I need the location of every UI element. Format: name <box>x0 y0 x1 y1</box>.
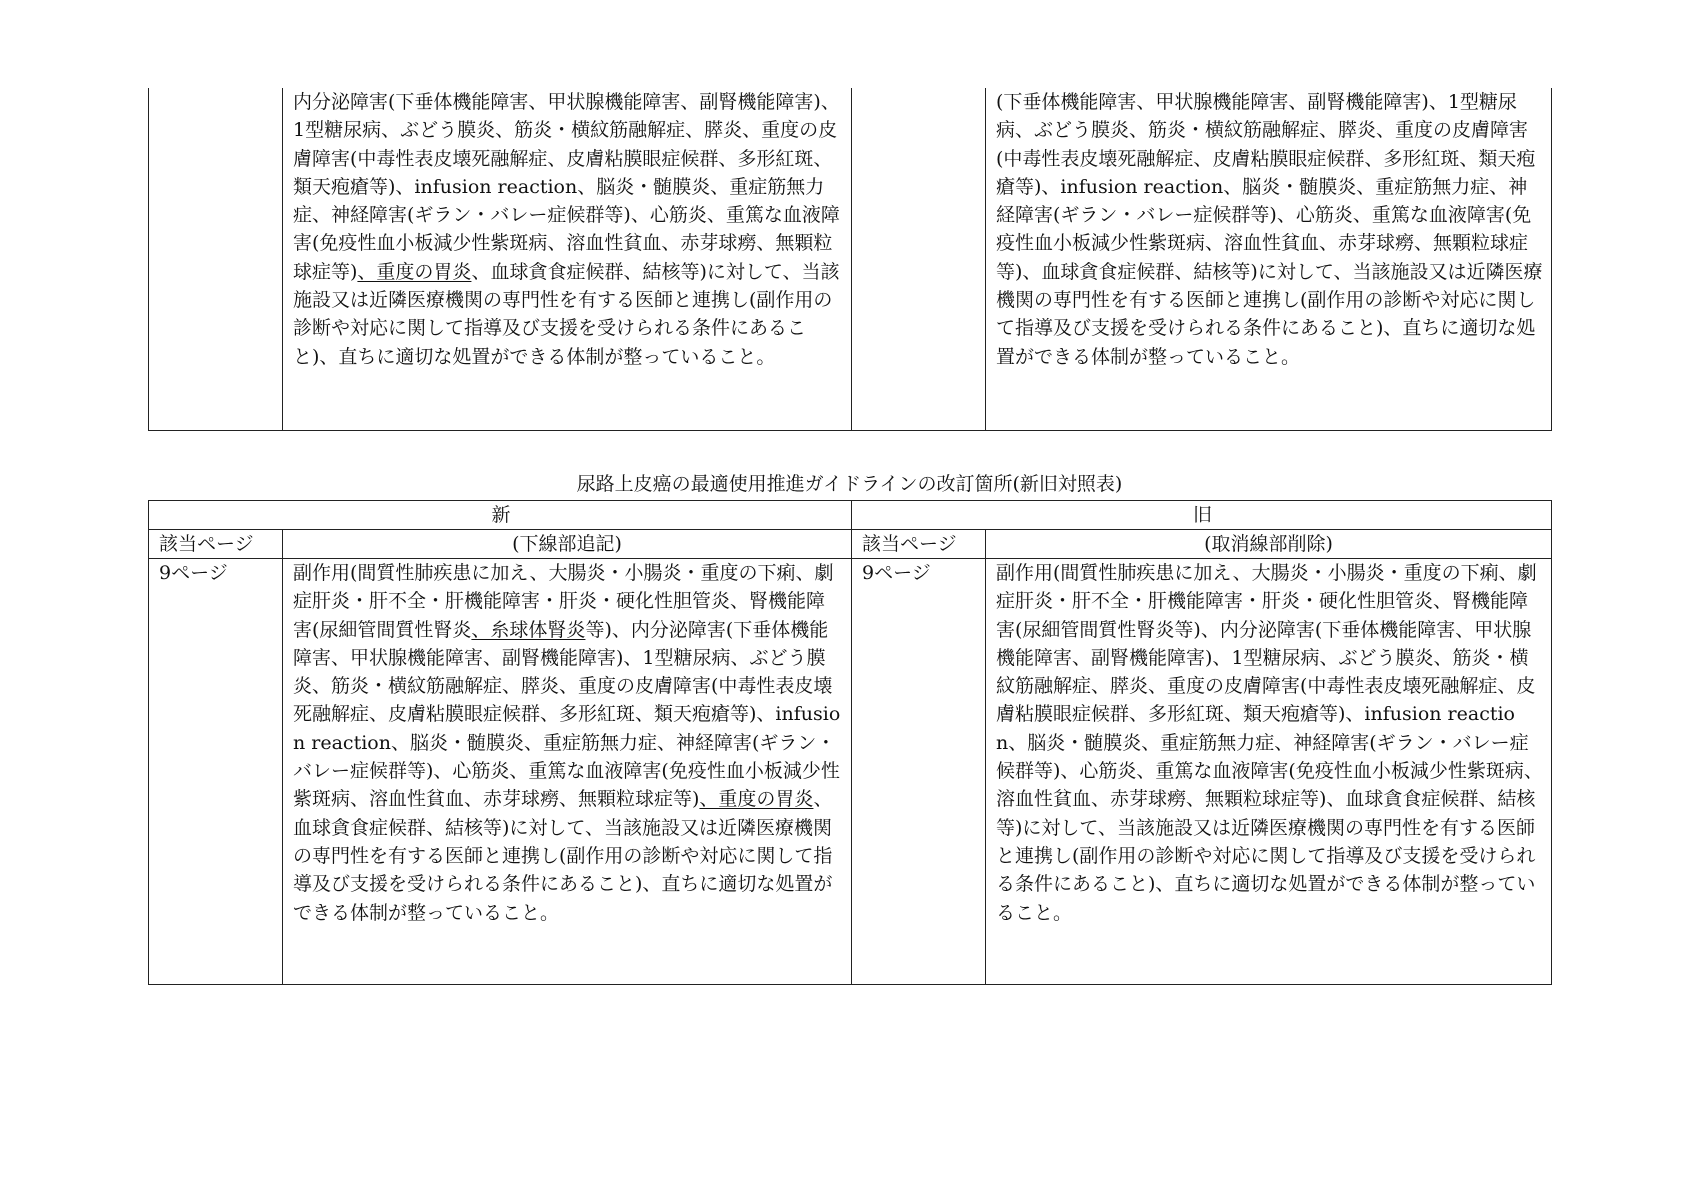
new-text-c: 、血球貪食症候群、結核等)に対して、当該施設又は近隣医療機関の専門性を有する医師と連携し(副作用の診断や対応に関して指導及び支援を受けられる条件にあること)、直ちに適切な処置ができる体制が整っていること。 <box>293 788 833 924</box>
new-text-a: 副作用(間質性肺疾患に加え、大腸炎・小腸炎・重度の下痢、劇症肝炎・肝不全・肝機能障害・肝炎・硬化性胆管炎、腎機能障害(尿細管間質性腎炎 <box>293 562 834 641</box>
continuation-new-text-end: 、血球貪食症候群、結核等)に対して、当該施設又は近隣医療機関の専門性を有する医師と連携し(副作用の診断や対応に関して指導及び支援を受けられる条件にあること)、直ちに適切な処置ができる体制が整っていること。 <box>293 260 840 368</box>
continuation-new-page-cell <box>149 88 283 431</box>
continuation-table <box>148 88 1552 431</box>
continuation-old-text-cell <box>986 88 1552 431</box>
old-subheader: (取消線部削除) <box>986 530 1552 559</box>
new-underlined-text-a: 、糸球体腎炎 <box>471 618 586 641</box>
continuation-new-text-cell <box>283 88 852 431</box>
table-caption: 尿路上皮癌の最適使用推進ガイドラインの改訂箇所(新旧対照表) <box>576 473 1123 495</box>
header-row <box>149 501 1552 530</box>
subheader-row <box>149 530 1552 559</box>
continuation-old-text: (下垂体機能障害、甲状腺機能障害、副腎機能障害)、1型糖尿病、ぶどう膜炎、筋炎・横紋筋融解症、膵炎、重度の皮膚障害(中毒性表皮壊死融解症、皮膚粘膜眼症候群、多形紅斑、類天疱瘡等)、infusion reaction、脳炎・髄膜炎、重症筋無力症、神経障害(ギラン・バレー症候群等)、心筋炎、重篤な血液障害(免疫性血小板減少性紫斑病、溶血性貧血、赤芽球癆、無顆粒球症等)、血球貪食症候群、結核等)に対して、当該施設又は近隣医療機関の専門性を有する医師と連携し(副作用の診断や対応に関して指導及び支援を受けられる条件にあること)、直ちに適切な処置ができる体制が整っていること。 <box>996 91 1543 368</box>
new-underlined-text-b: 、重度の胃炎 <box>699 788 814 811</box>
new-page-cell: 9ページ <box>149 559 283 985</box>
continuation-row <box>149 88 1552 431</box>
new-page-col-label: 該当ページ <box>149 530 283 559</box>
comparison-table <box>148 500 1552 985</box>
new-text-cell <box>283 559 852 985</box>
old-text-cell: 副作用(間質性肺疾患に加え、大腸炎・小腸炎・重度の下痢、劇症肝炎・肝不全・肝機能障害・肝炎・硬化性胆管炎、腎機能障害(尿細管間質性腎炎等)、内分泌障害(下垂体機能障害、甲状腺機能障害、副腎機能障害)、1型糖尿病、ぶどう膜炎、筋炎・横紋筋融解症、膵炎、重度の皮膚障害(中毒性表皮壊死融解症、皮膚粘膜眼症候群、多形紅斑、類天疱瘡等)、infusion reaction、脳炎・髄膜炎、重症筋無力症、神経障害(ギラン・バレー症候群等)、心筋炎、重篤な血液障害(免疫性血小板減少性紫斑病、溶血性貧血、赤芽球癆、無顆粒球症等)、血球貪食症候群、結核等)に対して、当該施設又は近隣医療機関の専門性を有する医師と連携し(副作用の診断や対応に関して指導及び支援を受けられる条件にあること)、直ちに適切な処置ができる体制が整っていること。 <box>986 559 1552 985</box>
continuation-old-page-cell <box>852 88 986 431</box>
old-header: 旧 <box>852 501 1552 530</box>
continuation-new-underlined-text: 、重度の胃炎 <box>357 260 472 283</box>
old-page-col-label: 該当ページ <box>852 530 986 559</box>
new-header: 新 <box>149 501 852 530</box>
table-row <box>149 559 1552 985</box>
old-page-cell: 9ページ <box>852 559 986 985</box>
continuation-new-text: 内分泌障害(下垂体機能障害、甲状腺機能障害、副腎機能障害)、1型糖尿病、ぶどう膜炎、筋炎・横紋筋融解症、膵炎、重度の皮膚障害(中毒性表皮壊死融解症、皮膚粘膜眼症候群、多形紅斑、類天疱瘡等)、infusion reaction、脳炎・髄膜炎、重症筋無力症、神経障害(ギラン・バレー症候群等)、心筋炎、重篤な血液障害(免疫性血小板減少性紫斑病、溶血性貧血、赤芽球癆、無顆粒球症等) <box>293 91 840 283</box>
new-text-b: 等)、内分泌障害(下垂体機能障害、甲状腺機能障害、副腎機能障害)、1型糖尿病、ぶどう膜炎、筋炎・横紋筋融解症、膵炎、重度の皮膚障害(中毒性表皮壊死融解症、皮膚粘膜眼症候群、多形紅斑、類天疱瘡等)、infusion reaction、脳炎・髄膜炎、重症筋無力症、神経障害(ギラン・バレー症候群等)、心筋炎、重篤な血液障害(免疫性血小板減少性紫斑病、溶血性貧血、赤芽球癆、無顆粒球症等) <box>293 618 841 811</box>
new-subheader: (下線部追記) <box>283 530 852 559</box>
